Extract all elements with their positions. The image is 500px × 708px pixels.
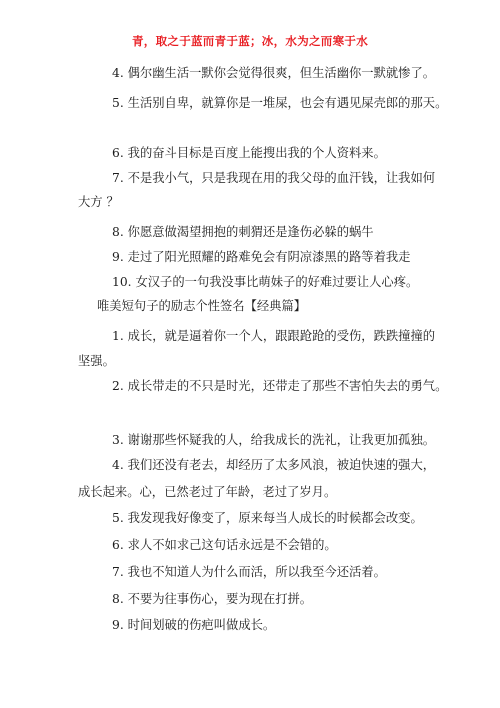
text-line: 7. 不是我小气，只是我现在用的我父母的血汗钱，让我如何: [112, 171, 436, 185]
text-line: 坚强。: [78, 354, 115, 368]
text-line: 7. 我也不知道人为什么而活，所以我至今还活着。: [112, 565, 386, 579]
page-header: 青，取之于蓝而青于蓝；冰，水为之而寒于水: [132, 34, 368, 48]
text-line: 成长起来。心，已然老过了年龄，老过了岁月。: [78, 485, 337, 499]
text-line: 大方 ？: [78, 195, 119, 209]
text-line: 3. 谢谢那些怀疑我的人，给我成长的洗礼，让我更加孤独。: [112, 433, 436, 447]
text-line: 8. 不要为往事伤心，要为现在打拼。: [112, 592, 313, 606]
text-line: 9. 时间划破的伤疤叫做成长。: [112, 618, 276, 632]
text-line: 10. 女汉子的一句我没事比萌妹子的好难过要让人心疼。: [112, 275, 419, 289]
text-line: 8. 你愿意做渴望拥抱的刺猬还是逢伤必躲的蜗牛: [112, 225, 374, 239]
text-line: 6. 求人不如求己这句话永远是不会错的。: [112, 538, 337, 552]
text-line: 2. 成长带走的不只是时光，还带走了那些不害怕失去的勇气。: [112, 379, 448, 393]
text-line: 4. 我们还没有老去，却经历了太多风浪，被迫快速的强大，: [112, 458, 436, 472]
text-line: 5. 生活别自卑，就算你是一堆屎，也会有遇见屎壳郎的那天。: [112, 96, 448, 110]
text-line: 4. 偶尔幽生活一默你会觉得很爽，但生活幽你一默就惨了。: [112, 66, 436, 80]
text-line: 9. 走过了阳光照耀的路难免会有阴凉漆黑的路等着我走: [112, 250, 411, 264]
section-title: 唯美短句子的励志个性签名【经典篇】: [97, 299, 307, 313]
text-line: 5. 我发现我好像变了，原来每当人成长的时候都会改变。: [112, 511, 423, 525]
text-line: 6. 我的奋斗目标是百度上能搜出我的个人资料来。: [112, 146, 386, 160]
text-line: 1. 成长，就是逼着你一个人，跟跟跄跄的受伤，跌跌撞撞的: [112, 329, 436, 343]
